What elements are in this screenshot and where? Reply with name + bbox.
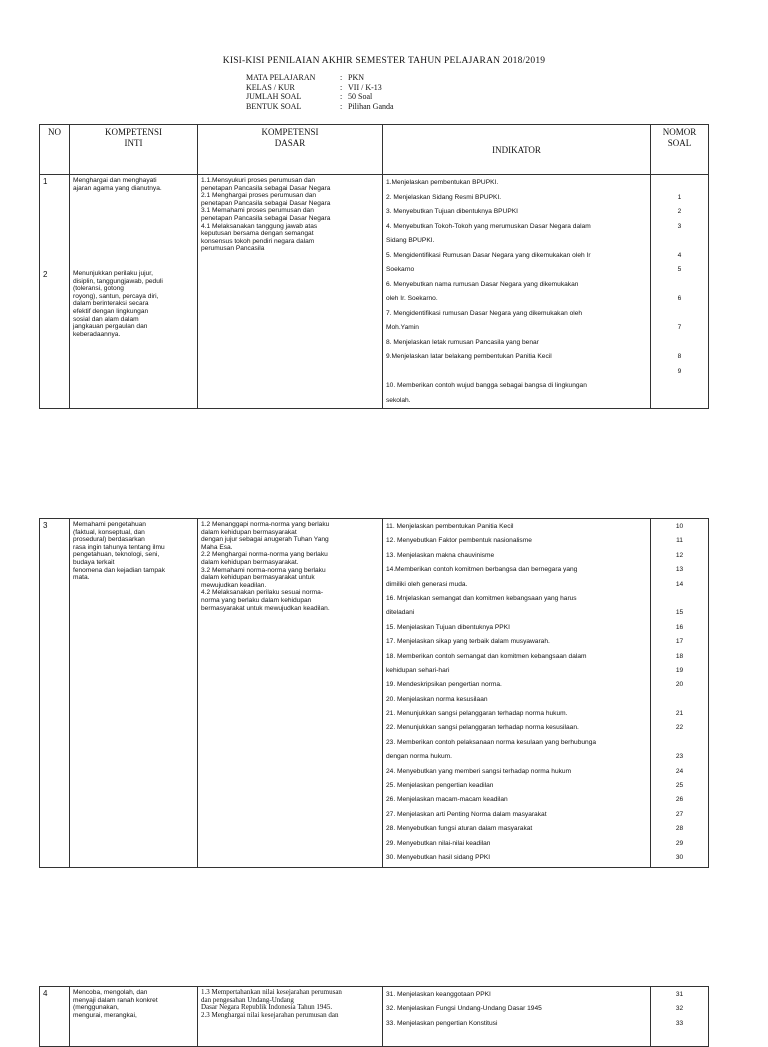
indikator-line: 33. Menjelaskan pengertian Konstitusi <box>386 1019 498 1027</box>
nomor-soal-value: 23 <box>675 753 684 761</box>
indikator-line: 15. Menjelaskan Tujuan dibentuknya PPKI <box>386 623 510 631</box>
indikator-line: 14.Memberikan contoh komitmen berbangsa dan bernegara yang <box>386 566 578 574</box>
nomor-soal-value: 11 <box>676 537 683 545</box>
indikator-list <box>383 519 650 865</box>
nomor-cell <box>651 987 709 1047</box>
meta-key: BENTUK SOAL <box>246 101 302 111</box>
nomor-soal-value: 15 <box>675 609 684 617</box>
kd-text: 1.1.Mensyukuri proses perumusan dan penetapan Pancasila sebagai Dasar Negara 2.1 Menghargai proses perumusan dan penetapan Pancasila sebagai Dasar Negara 3.1 Memahami proses perumusan dan penetapan Pancasila sebagai Dasar Negara 4.1 Melaksanakan tanggung jawab atas keputusan bersama dengan semangat konsensus tokoh pendiri negara dalam perumusan Pancasila <box>201 177 331 253</box>
document-meta <box>246 73 394 111</box>
nomor-soal-value: 33 <box>675 1019 684 1027</box>
indikator-line: 13. Menjelaskan makna chauvinisme <box>386 551 495 559</box>
indikator-list <box>383 175 650 408</box>
indikator-line: 17. Menjelaskan sikap yang terbaik dalam musyawarah. <box>386 638 550 646</box>
grid-table-3 <box>39 986 709 1047</box>
nomor-soal-value: 7 <box>677 324 682 331</box>
row-number: 1 <box>43 177 48 186</box>
indikator-line: 12. Menyebutkan Faktor pembentuk nasionalisme <box>386 537 532 545</box>
meta-row-subject: MATA PELAJARAN : PKN <box>246 73 365 82</box>
indikator-line: 3. Menyebutkan Tujuan dibentuknya BPUPKI <box>386 208 518 215</box>
col-header-ki: KOMPETENSI INTI <box>70 125 198 175</box>
col-header-nomor: NOMOR SOAL <box>651 125 709 175</box>
indikator-line: 8. Menjelaskan letak rumusan Pancasila yang benar <box>386 338 539 346</box>
nomor-soal-value: 31 <box>675 991 684 998</box>
indikator-line: 6. Menyebutkan nama rumusan Dasar Negara yang dikemukakan <box>386 280 579 288</box>
row-no-cell <box>40 175 70 409</box>
nomor-cell <box>651 175 709 409</box>
nomor-soal-value: 30 <box>675 853 684 861</box>
indikator-line: dengan norma hukum. <box>386 753 452 761</box>
col-header-no: NO <box>40 125 70 175</box>
row-no-cell <box>40 519 70 868</box>
indikator-line <box>383 365 650 380</box>
meta-row-class: KELAS / KUR : VII / K-13 <box>246 82 382 92</box>
nomor-soal-value: 27 <box>675 810 684 818</box>
nomor-soal-value: 2 <box>677 208 682 215</box>
kd-text: 1.3 Mempertahankan nilai kesejarahan perumusan dan pengesahan Undang-Undang Dasar Negara Republik Indonesia Tahun 1945. 2.3 Menghargai nilai kesejarahan perumusan dan <box>201 988 342 1019</box>
indikator-line: 30. Menyebutkan hasil sidang PPKI <box>386 853 491 861</box>
indikator-line: Soekarno <box>386 266 415 273</box>
nomor-soal-value: 20 <box>675 681 684 689</box>
indikator-line: kehidupan sehari-hari <box>386 666 450 674</box>
meta-value: VII / K-13 <box>348 82 382 92</box>
nomor-soal-value: 3 <box>677 222 682 230</box>
meta-row-type: BENTUK SOAL : Pilihan Ganda <box>246 101 394 111</box>
kd-cell <box>198 987 383 1047</box>
indikator-line: 24. Menyebutkan yang memberi sangsi terhadap norma hukum <box>386 767 572 775</box>
nomor-soal-value: 13 <box>675 566 684 574</box>
nomor-soal-value <box>651 394 708 409</box>
kd-text: 1.2 Menanggapi norma-norma yang berlaku dalam kehidupan bermasyarakat dengan jujur sebagai anugerah Tuhan Yang Maha Esa. 2.2 Menghargai norma-norma yang berlaku dalam kehidupan bermasyarakat. 3.2 Memahami norma-norma yang berlaku dalam kehidupan bermasyarakat untuk mewujudkan keadilan. 4.2 Melaksanakan perilaku sesuai norma- norma yang berlaku dalam kehidupan bermasyarakat untuk mewujudkan keadilan. <box>201 521 330 612</box>
indikator-line: dimiliki oleh generasi muda. <box>386 580 468 588</box>
meta-value: PKN <box>348 73 365 82</box>
indikator-cell <box>383 519 651 868</box>
meta-key: MATA PELAJARAN <box>246 73 316 82</box>
nomor-soal-value: 5 <box>677 266 682 273</box>
indikator-line: 31. Menjelaskan keanggotaan PPKI <box>386 991 491 998</box>
indikator-line: 1.Menjelaskan pembentukan BPUPKI. <box>386 179 499 186</box>
indikator-line: 29. Menyebutkan nilai-nilai keadilan <box>386 839 491 847</box>
nomor-list <box>651 987 708 1031</box>
nomor-cell <box>651 519 709 868</box>
meta-row-count: JUMLAH SOAL : 50 Soal <box>246 92 373 102</box>
nomor-soal-value: 32 <box>675 1005 684 1013</box>
nomor-soal-value <box>651 307 708 322</box>
nomor-soal-value: 17 <box>675 638 684 646</box>
indikator-line: 10. Memberikan contoh wujud bangga sebagai bangsa di lingkungan <box>386 382 587 389</box>
indikator-line: diteladani <box>386 609 415 617</box>
table-row <box>40 987 709 1047</box>
indikator-line: 5. Mengidentifikasi Rumusan Dasar Negara yang dikemukakan oleh Ir <box>386 251 591 259</box>
row-no-cell <box>40 987 70 1047</box>
nomor-soal-value: 9 <box>677 367 682 375</box>
nomor-soal-value: 19 <box>675 666 684 674</box>
nomor-soal-value <box>651 736 708 750</box>
indikator-line: 11. Menjelaskan pembentukan Panitia Kecil <box>386 523 514 530</box>
indikator-line: 32. Menjelaskan Fungsi Undang-Undang Dasar 1945 <box>386 1005 542 1013</box>
document-title: KISI-KISI PENILAIAN AKHIR SEMESTER TAHUN PELAJARAN 2018/2019 <box>222 56 546 66</box>
indikator-line: Moh.Yamin <box>386 324 419 331</box>
table-row <box>40 519 709 868</box>
indikator-line: 4. Menyebutkan Tokoh-Tokoh yang merumuskan Dasar Negara dalam <box>386 222 591 230</box>
ki-cell <box>70 987 198 1047</box>
ki-cell <box>70 175 198 409</box>
meta-key: JUMLAH SOAL <box>246 92 302 102</box>
ki-text: Menghargai dan menghayati ajaran agama yang dianutnya. <box>73 177 162 192</box>
nomor-soal-value: 29 <box>675 839 684 847</box>
ki-cell <box>70 519 198 868</box>
indikator-line: Sidang BPUPKI. <box>386 237 435 244</box>
grid-table-2 <box>39 518 709 868</box>
table-row <box>40 175 709 409</box>
row-number: 3 <box>43 521 48 530</box>
indikator-line: oleh Ir. Soekarno. <box>386 295 438 302</box>
indikator-cell <box>383 987 651 1047</box>
indikator-line: 9.Menjelaskan latar belakang pembentukan Panitia Kecil <box>386 353 552 360</box>
nomor-soal-value: 22 <box>675 724 684 732</box>
kd-cell <box>198 519 383 868</box>
indikator-line: 27. Menjelaskan arti Penting Norma dalam masyarakat <box>386 810 547 818</box>
indikator-line: 25. Menjelaskan pengertian keadilan <box>386 782 494 790</box>
nomor-soal-value: 25 <box>675 782 684 790</box>
nomor-soal-value: 8 <box>677 353 682 360</box>
indikator-line: 2. Menjelaskan Sidang Resmi BPUPKI. <box>386 193 502 201</box>
nomor-soal-value: 10 <box>675 523 684 530</box>
nomor-soal-value <box>651 176 708 191</box>
meta-value: Pilihan Ganda <box>348 101 394 111</box>
meta-key: KELAS / KUR <box>246 82 295 92</box>
nomor-soal-value: 4 <box>677 251 682 259</box>
indikator-line: sekolah. <box>386 396 411 404</box>
indikator-line: 19. Mendeskripsikan pengertian norma. <box>386 681 502 689</box>
nomor-soal-value <box>651 234 708 249</box>
nomor-soal-value: 21 <box>675 710 684 718</box>
nomor-soal-value: 14 <box>675 580 684 588</box>
indikator-line: 28. Menyebutkan fungsi aturan dalam masyarakat <box>386 825 533 833</box>
kd-cell <box>198 175 383 409</box>
nomor-soal-value: 12 <box>675 551 684 559</box>
nomor-soal-value <box>651 278 708 293</box>
row-number: 4 <box>43 989 48 998</box>
indikator-line: 22. Menunjukkan sangsi pelanggaran terhadap norma kesusilaan. <box>386 724 579 732</box>
row-number: 2 <box>43 270 48 279</box>
nomor-soal-value <box>651 693 708 707</box>
indikator-line: 26. Menjelaskan macam-macam keadilan <box>386 796 508 804</box>
nomor-soal-value <box>651 592 708 606</box>
ki-text: Memahami pengetahuan (faktual, konseptual, dan prosedural) berdasarkan rasa ingin tahunya tentang ilmu pengetahuan, teknologi, seni, budaya terkait fenomena dan kejadian tampak mata. <box>73 521 166 582</box>
nomor-soal-value <box>651 336 708 351</box>
indikator-line: 20. Menjelaskan norma kesusilaan <box>386 695 488 703</box>
ki-text: Mencoba, mengolah, dan menyaji dalam ranah konkret (menggunakan, mengurai, merangkai, <box>73 989 158 1019</box>
indikator-line: 21. Menunjukkan sangsi pelanggaran terhadap norma hukum. <box>386 710 568 718</box>
indikator-line: 23. Memberikan contoh pelaksanaan norma kesulaan yang berhubunga <box>386 738 597 746</box>
nomor-list <box>651 175 708 408</box>
indikator-line: 16. Mnjelaskan semangat dan komitmen kebangsaan yang harus <box>386 594 577 602</box>
nomor-soal-value: 28 <box>675 825 684 833</box>
col-header-kd: KOMPETENSI DASAR <box>198 125 383 175</box>
nomor-soal-value: 26 <box>675 796 684 804</box>
nomor-soal-value <box>651 379 708 394</box>
nomor-soal-value: 1 <box>677 193 682 201</box>
indikator-list <box>383 987 650 1031</box>
grid-table-1 <box>39 124 709 409</box>
meta-value: 50 Soal <box>348 92 373 102</box>
nomor-soal-value: 24 <box>675 767 684 775</box>
nomor-soal-value: 18 <box>675 652 684 660</box>
nomor-soal-value: 6 <box>677 295 682 302</box>
indikator-line: 18. Memberikan contoh semangat dan komitmen kebangsaan dalam <box>386 652 587 660</box>
ki-text: Menunjukkan perilaku jujur, disiplin, tanggungjawab, peduli (toleransi, gotong royong), santun, percaya diri, dalam berinteraksi secara efektif dengan lingkungan sosial dan alam dalam jangkauan pergaulan dan keberadaannya. <box>73 270 163 338</box>
table-header-row <box>40 125 709 175</box>
col-header-indikator: INDIKATOR <box>383 125 651 175</box>
indikator-cell <box>383 175 651 409</box>
nomor-soal-value: 16 <box>675 623 684 631</box>
nomor-list <box>651 519 708 865</box>
indikator-line: 7. Mengidentifikasi rumusan Dasar Negara yang dikemukakan oleh <box>386 309 583 317</box>
